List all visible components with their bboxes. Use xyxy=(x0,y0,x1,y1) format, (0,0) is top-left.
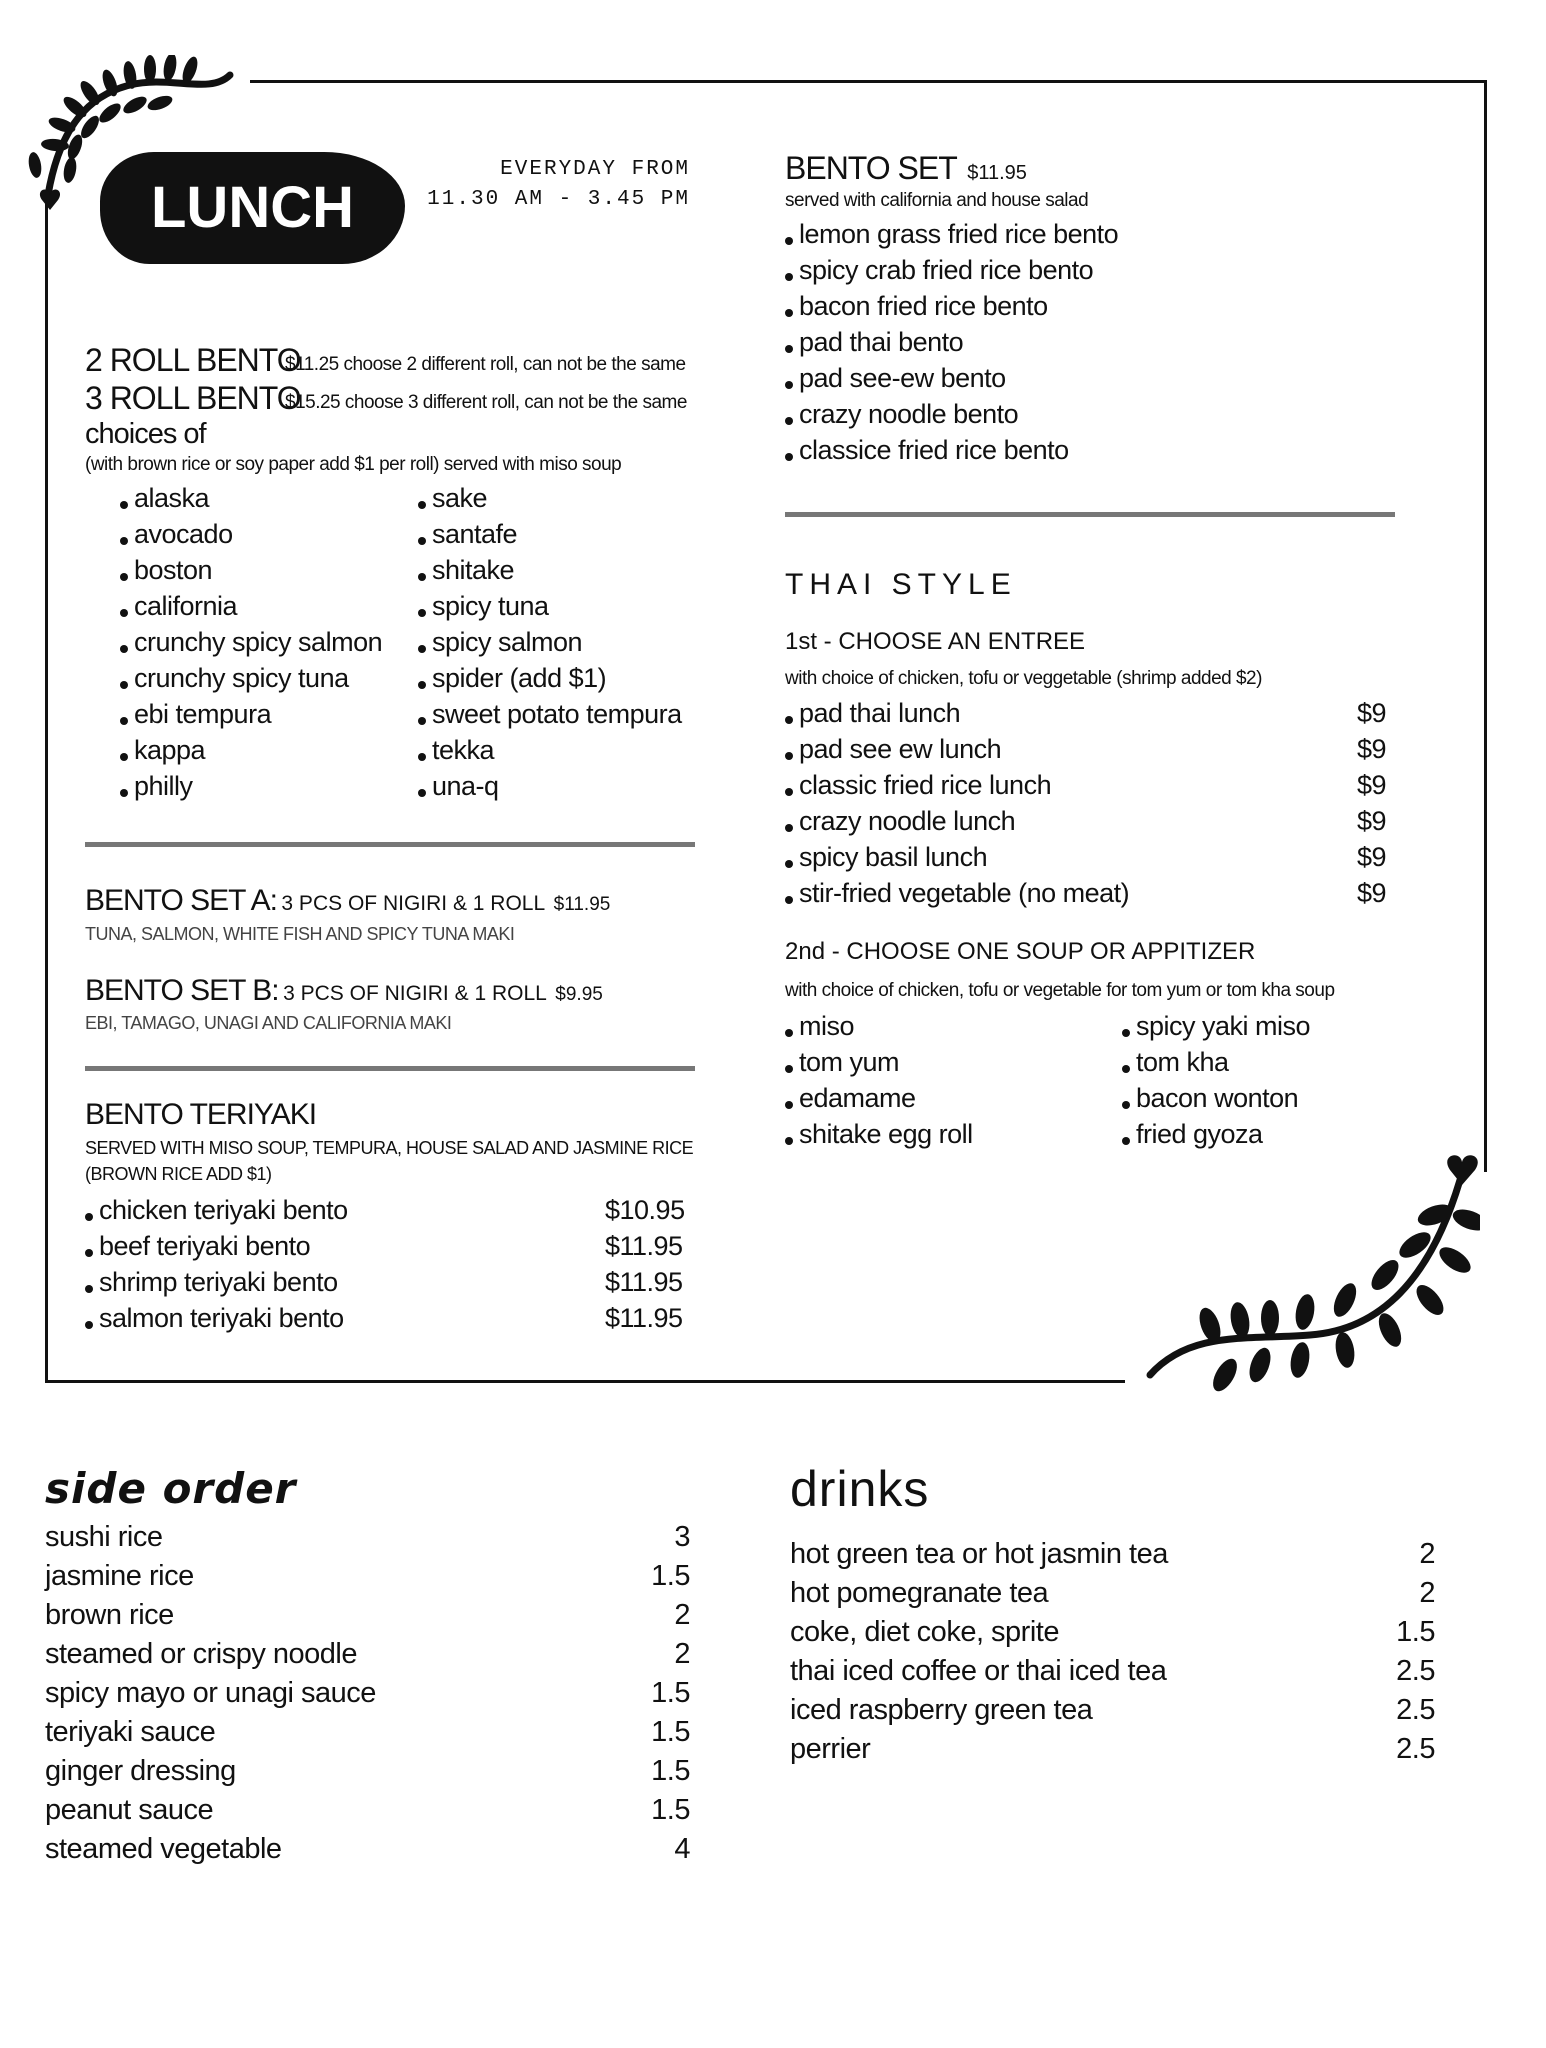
list-item: classice fried rice bento xyxy=(785,432,1118,468)
list-item: spicy yaki miso xyxy=(1122,1008,1310,1044)
bullet-icon xyxy=(418,717,426,725)
frame-top-line xyxy=(250,80,1486,83)
bullet-icon xyxy=(785,1137,793,1145)
list-item: sweet potato tempura xyxy=(418,696,682,732)
list-item: steamed or crispy noodle 2 xyxy=(45,1638,690,1670)
teriyaki-desc-2: (BROWN RICE ADD $1) xyxy=(85,1164,272,1184)
thai-style-title: THAI STYLE xyxy=(785,568,1017,601)
list-item: california xyxy=(120,588,382,624)
list-item: stir-fried vegetable (no meat) $9 xyxy=(785,875,1395,911)
bullet-icon xyxy=(85,1321,93,1329)
list-item: peanut sauce 1.5 xyxy=(45,1794,690,1826)
thai-soup-col1 xyxy=(785,1008,973,1152)
bento-set-a-price: $11.95 xyxy=(553,894,611,915)
thai-step-2-note: with choice of chicken, tofu or vegetable for tom yum or tom kha soup xyxy=(785,980,1335,1001)
list-item: edamame xyxy=(785,1080,973,1116)
bento-set-b-price: $9.95 xyxy=(555,984,603,1005)
teriyaki-desc-1: SERVED WITH MISO SOUP, TEMPURA, HOUSE SALAD AND JASMINE RICE xyxy=(85,1138,694,1158)
page-title: LUNCH xyxy=(151,175,354,240)
bullet-icon xyxy=(418,789,426,797)
divider xyxy=(85,1066,695,1071)
bullet-icon xyxy=(85,1285,93,1293)
list-item: bacon fried rice bento xyxy=(785,288,1118,324)
hours-line-2: 11.30 AM - 3.45 PM xyxy=(427,188,690,211)
bullet-icon xyxy=(785,345,793,353)
bento-set-b xyxy=(85,974,603,1008)
bento-set-a-desc: 3 PCS OF NIGIRI & 1 ROLL xyxy=(281,892,546,915)
list-item: sushi rice 3 xyxy=(45,1521,690,1553)
bullet-icon xyxy=(120,681,128,689)
list-item: iced raspberry green tea 2.5 xyxy=(790,1694,1435,1726)
three-roll-bento-desc: $15.25 choose 3 different roll, can not be the same xyxy=(285,392,687,413)
list-item: jasmine rice 1.5 xyxy=(45,1560,690,1592)
list-item: pad see ew lunch $9 xyxy=(785,731,1395,767)
bullet-icon xyxy=(785,1101,793,1109)
list-item: beef teriyaki bento $11.95 xyxy=(85,1228,685,1264)
side-order-title: side order xyxy=(45,1464,297,1513)
list-item: pad see-ew bento xyxy=(785,360,1118,396)
list-item: shitake egg roll xyxy=(785,1116,973,1152)
list-item: kappa xyxy=(120,732,382,768)
bullet-icon xyxy=(418,609,426,617)
list-item: perrier 2.5 xyxy=(790,1733,1435,1765)
list-item: tom kha xyxy=(1122,1044,1310,1080)
bullet-icon xyxy=(120,501,128,509)
bento-set-header xyxy=(785,150,1027,187)
bullet-icon xyxy=(120,609,128,617)
list-item: crunchy spicy tuna xyxy=(120,660,382,696)
list-item: teriyaki sauce 1.5 xyxy=(45,1716,690,1748)
bullet-icon xyxy=(785,896,793,904)
side-order-list xyxy=(45,1518,690,1869)
drinks-list xyxy=(790,1535,1435,1769)
choices-label: choices of xyxy=(85,418,206,450)
list-item: santafe xyxy=(418,516,682,552)
two-roll-bento-desc: $11.25 choose 2 different roll, can not be the same xyxy=(285,354,686,375)
bullet-icon xyxy=(785,453,793,461)
teriyaki-title: BENTO TERIYAKI xyxy=(85,1098,317,1131)
list-item: shitake xyxy=(418,552,682,588)
list-item: miso xyxy=(785,1008,973,1044)
list-item: shrimp teriyaki bento $11.95 xyxy=(85,1264,685,1300)
bullet-icon xyxy=(785,716,793,724)
bento-set-b-desc: 3 PCS OF NIGIRI & 1 ROLL xyxy=(283,982,547,1005)
roll-choices-col1 xyxy=(120,480,382,804)
bullet-icon xyxy=(120,537,128,545)
thai-entree-list xyxy=(785,695,1395,911)
drinks-title: drinks xyxy=(790,1461,930,1517)
bullet-icon xyxy=(418,573,426,581)
list-item: hot pomegranate tea 2 xyxy=(790,1577,1435,1609)
bento-set-a-detail: TUNA, SALMON, WHITE FISH AND SPICY TUNA MAKI xyxy=(85,924,515,944)
bullet-icon xyxy=(85,1249,93,1257)
list-item: ginger dressing 1.5 xyxy=(45,1755,690,1787)
bullet-icon xyxy=(120,789,128,797)
list-item: classic fried rice lunch $9 xyxy=(785,767,1395,803)
thai-step-1-note: with choice of chicken, tofu or veggetable (shrimp added $2) xyxy=(785,668,1262,689)
list-item: crazy noodle bento xyxy=(785,396,1118,432)
list-item: spicy mayo or unagi sauce 1.5 xyxy=(45,1677,690,1709)
two-roll-bento-title: 2 ROLL BENTO xyxy=(85,342,301,378)
list-item: hot green tea or hot jasmin tea 2 xyxy=(790,1538,1435,1570)
bento-set-desc: served with california and house salad xyxy=(785,190,1089,211)
bullet-icon xyxy=(1122,1065,1130,1073)
list-item: steamed vegetable 4 xyxy=(45,1833,690,1865)
list-item: pad thai bento xyxy=(785,324,1118,360)
list-item: lemon grass fried rice bento xyxy=(785,216,1118,252)
bullet-icon xyxy=(418,681,426,689)
roll-choices-col2 xyxy=(418,480,682,804)
bento-set-list xyxy=(785,216,1118,468)
list-item: avocado xyxy=(120,516,382,552)
list-item: spicy salmon xyxy=(418,624,682,660)
list-item: spider (add $1) xyxy=(418,660,682,696)
bullet-icon xyxy=(120,573,128,581)
list-item: una-q xyxy=(418,768,682,804)
list-item: salmon teriyaki bento $11.95 xyxy=(85,1300,685,1336)
bento-set-b-name: BENTO SET B: xyxy=(85,974,279,1007)
list-item: ebi tempura xyxy=(120,696,382,732)
list-item: chicken teriyaki bento $10.95 xyxy=(85,1192,685,1228)
bullet-icon xyxy=(120,645,128,653)
frame-bottom-line xyxy=(45,1380,1125,1383)
bullet-icon xyxy=(418,753,426,761)
bento-set-a-name: BENTO SET A: xyxy=(85,884,277,917)
bullet-icon xyxy=(785,860,793,868)
bullet-icon xyxy=(785,788,793,796)
bullet-icon xyxy=(120,753,128,761)
list-item: thai iced coffee or thai iced tea 2.5 xyxy=(790,1655,1435,1687)
list-item: coke, diet coke, sprite 1.5 xyxy=(790,1616,1435,1648)
bullet-icon xyxy=(785,1029,793,1037)
list-item: spicy tuna xyxy=(418,588,682,624)
list-item: spicy basil lunch $9 xyxy=(785,839,1395,875)
bento-set-a xyxy=(85,884,610,918)
bento-set-b-detail: EBI, TAMAGO, UNAGI AND CALIFORNIA MAKI xyxy=(85,1013,452,1033)
list-item: fried gyoza xyxy=(1122,1116,1310,1152)
list-item: philly xyxy=(120,768,382,804)
list-item: sake xyxy=(418,480,682,516)
bullet-icon xyxy=(1122,1029,1130,1037)
bullet-icon xyxy=(785,381,793,389)
thai-step-1: 1st - CHOOSE AN ENTREE xyxy=(785,628,1086,655)
bullet-icon xyxy=(85,1213,93,1221)
list-item: pad thai lunch $9 xyxy=(785,695,1395,731)
bullet-icon xyxy=(418,645,426,653)
bullet-icon xyxy=(1122,1137,1130,1145)
bullet-icon xyxy=(120,717,128,725)
list-item: spicy crab fried rice bento xyxy=(785,252,1118,288)
thai-step-2: 2nd - CHOOSE ONE SOUP OR APPITIZER xyxy=(785,938,1256,965)
bullet-icon xyxy=(785,824,793,832)
frame-right-line xyxy=(1484,80,1487,1172)
list-item: crunchy spicy salmon xyxy=(120,624,382,660)
list-item: brown rice 2 xyxy=(45,1599,690,1631)
bullet-icon xyxy=(785,237,793,245)
bullet-icon xyxy=(785,309,793,317)
vine-ornament-bottom-right-icon xyxy=(1130,1150,1480,1400)
list-item: bacon wonton xyxy=(1122,1080,1310,1116)
bullet-icon xyxy=(785,752,793,760)
bullet-icon xyxy=(1122,1101,1130,1109)
roll-note: (with brown rice or soy paper add $1 per roll) served with miso soup xyxy=(85,454,622,475)
bullet-icon xyxy=(785,417,793,425)
list-item: alaska xyxy=(120,480,382,516)
hours-line-1: EVERYDAY FROM xyxy=(500,158,690,181)
thai-soup-col2 xyxy=(1122,1008,1310,1152)
bullet-icon xyxy=(418,537,426,545)
bullet-icon xyxy=(785,273,793,281)
bullet-icon xyxy=(785,1065,793,1073)
divider xyxy=(85,842,695,847)
three-roll-bento-title: 3 ROLL BENTO xyxy=(85,380,301,416)
teriyaki-list xyxy=(85,1192,685,1336)
bento-set-price: $11.95 xyxy=(967,162,1027,184)
list-item: boston xyxy=(120,552,382,588)
bullet-icon xyxy=(418,501,426,509)
bento-set-title: BENTO SET xyxy=(785,150,957,186)
list-item: tekka xyxy=(418,732,682,768)
frame-left-line xyxy=(45,200,48,1382)
divider xyxy=(785,512,1395,517)
list-item: tom yum xyxy=(785,1044,973,1080)
list-item: crazy noodle lunch $9 xyxy=(785,803,1395,839)
